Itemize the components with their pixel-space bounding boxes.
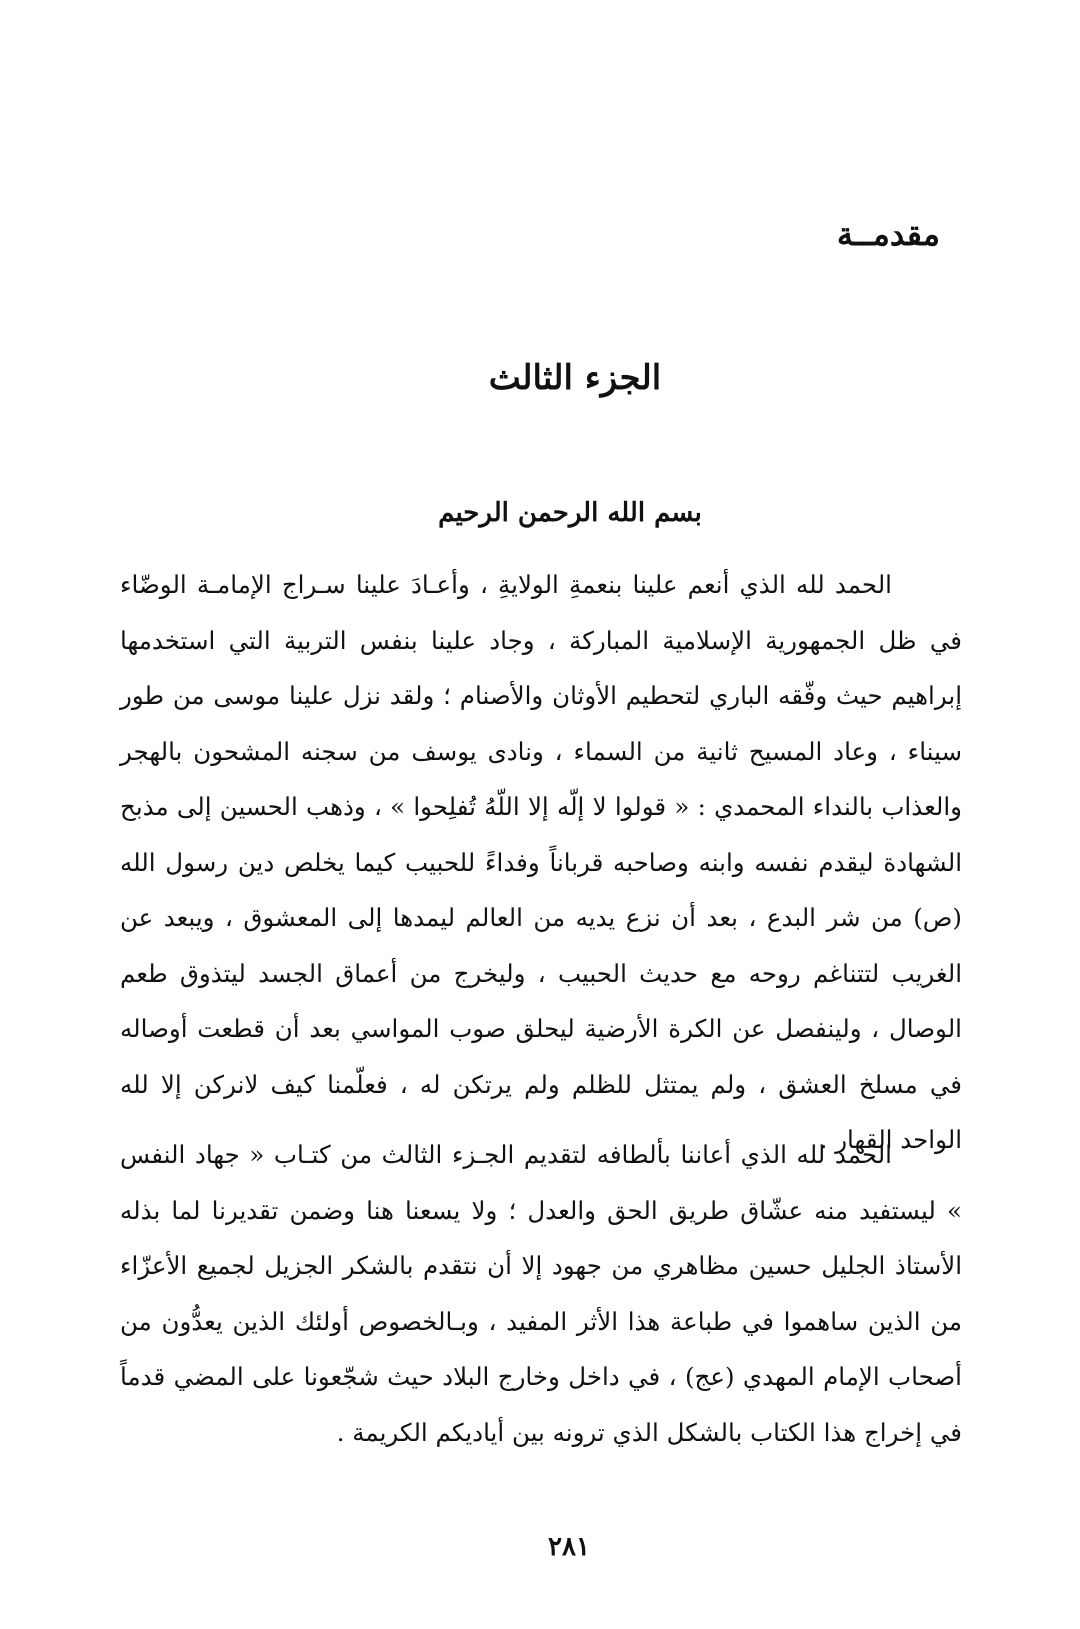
body-paragraph: الحمد لله الذي أعاننا بألطافه لتقديم الجـزء الثالث من كتـاب « جهاد النفس » ليستفيد منه عشّاق طريق الحق والعدل ؛ ولا يسعنا هنا وضمن تقديرنا لما بذله الأستاذ الجليل حسين مظاهري من جهود إلا أن نتقدم بالشكر الجزيل لجميع الأعزّاء من الذين ساهموا في طباعة هذا الأثر المفيد ، وبـالخصوص أولئك الذين يعدُّون من أصحاب الإمام المهدي (عج) ، في داخل وخارج البلاد حيث شجّعونا على المضي قدماً في إخراج هذا الكتاب بالشكل الذي ترونه بين أياديكم الكريمة . xyxy=(120,1140,962,1447)
section-label: مقدمــة xyxy=(836,215,940,253)
body-paragraph: الحمد لله الذي أنعم علينا بنعمةِ الولايةِ ، وأعـادَ علينا سـراج الإمامـة الوضّاء في ظل الجمهورية الإسلامية المباركة ، وجاد علينا بنفس التربية التي استخدمها إبراهيم حيث وفّقه الباري لتحطيم الأوثان والأصنام ؛ ولقد نزل علينا موسى من طور سيناء ، وعاد المسيح ثانية من السماء ، ونادى يوسف من سجنه المشحون بالهجر والعذاب بالنداء المحمدي : « قولوا لا إلّه إلا اللّهُ تُفلِحوا » ، وذهب الحسين إلى مذبح الشهادة ليقدم نفسه وابنه وصاحبه قرباناً وفداءً للحبيب كيما يخلص دين رسول الله (ص) من شر البدع ، بعد أن نزع يديه من العالم ليمدها إلى المعشوق ، ويبعد عن الغريب لتتناغم روحه مع حديث الحبيب ، وليخرج من أعماق الجسد ليتذوق طعم الوصال ، ولينفصل عن الكرة الأرضية ليحلق صوب المواسي بعد أن قطعت أوصاله في مسلخ العشق ، ولم يمتثل للظلم ولم يرتكن له ، فعلّمنا كيف لانركن إلا لله الواحد القهار . xyxy=(120,570,962,1154)
basmala-heading: بسم الله الرحمن الرحيم xyxy=(438,498,702,528)
page-number: ٢٨١ xyxy=(548,1532,590,1562)
part-title: الجزء الثالث xyxy=(488,358,662,398)
